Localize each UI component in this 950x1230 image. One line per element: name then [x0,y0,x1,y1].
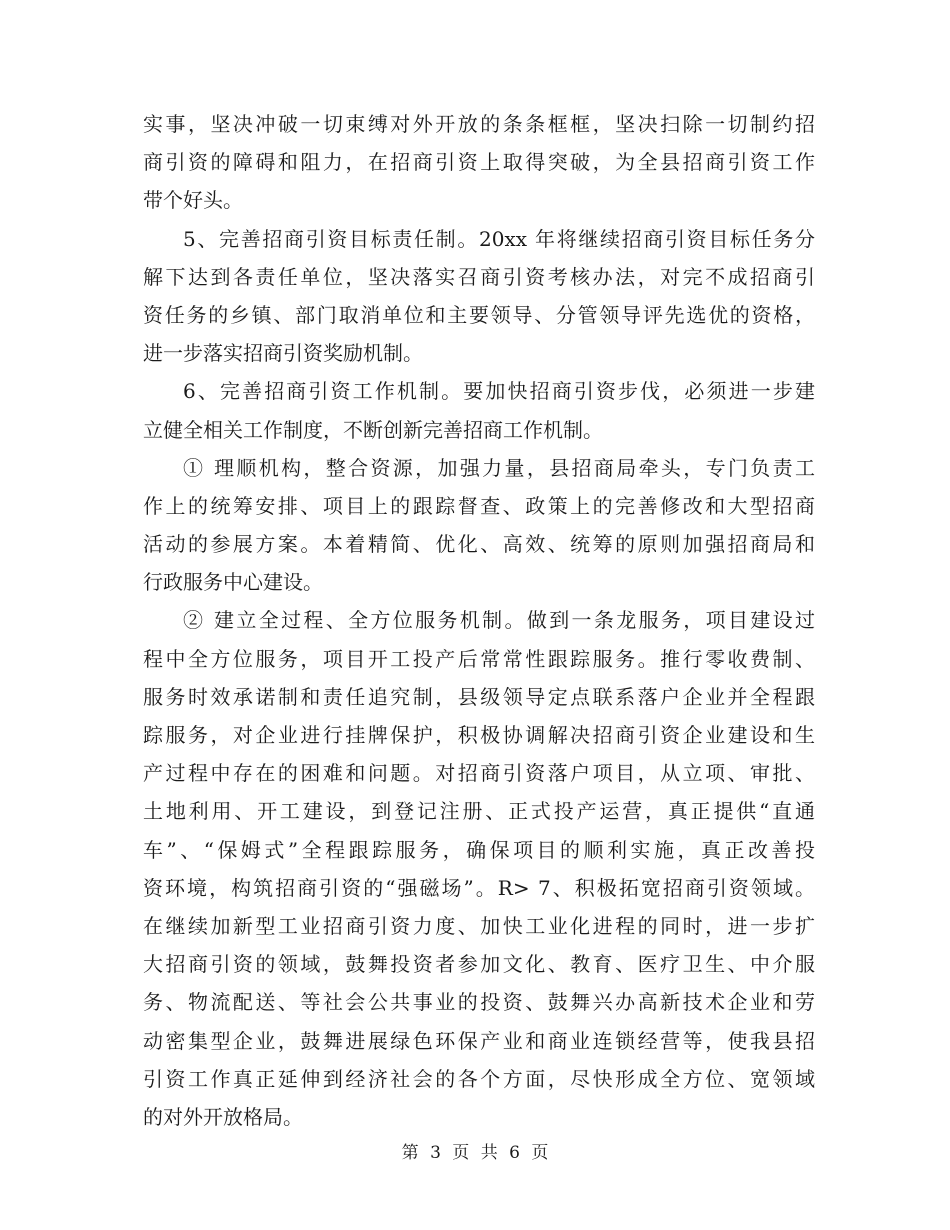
text-line: 引资工作真正延伸到经济社会的各个方面，尽快形成全方位、宽领域 [143,1066,815,1091]
text-line: 行政服务中心建设。 [143,570,323,595]
text-line: 车”、“保姆式”全程跟踪服务，确保项目的顺利实施，真正改善投 [143,837,815,862]
text-line: 产过程中存在的困难和问题。对招商引资落户项目，从立项、审批、 [143,761,815,786]
text-line: 土地利用、开工建设，到登记注册、正式投产运营，真正提供“直通 [143,799,815,824]
text-line: 踪服务，对企业进行挂牌保护，积极协调解决招商引资企业建设和生 [143,723,815,747]
text-line: 实事，坚决冲破一切束缚对外开放的条条框框，坚决扫除一切制约招 [143,112,815,136]
text-line: 服务时效承诺制和责任追究制，县级领导定点联系落户企业并全程跟 [143,684,815,709]
text-line: ① 理顺机构，整合资源，加强力量，县招商局牵头，专门负责工 [183,455,815,480]
text-line: 的对外开放格局。 [143,1104,303,1129]
text-line: 活动的参展方案。本着精简、优化、高效、统筹的原则加强招商局和 [143,532,815,557]
text-line: 解下达到各责任单位，坚决落实召商引资考核办法，对完不成招商引 [143,264,815,289]
text-line: 在继续加新型工业招商引资力度、加快工业化进程的同时，进一步扩 [143,913,815,938]
text-line: 进一步落实招商引资奖励机制。 [143,341,423,366]
text-line: 资环境，构筑招商引资的“强磁场”。R> 7、积极拓宽招商引资领域。 [143,875,815,900]
text-line: 5、完善招商引资目标责任制。20xx 年将继续招商引资目标任务分 [183,226,815,251]
text-line: 商引资的障碍和阻力，在招商引资上取得突破，为全县招商引资工作 [143,150,815,175]
text-line: 带个好头。 [143,188,243,213]
text-line: 作上的统筹安排、项目上的跟踪督查、政策上的完善修改和大型招商 [143,493,815,518]
text-line: ② 建立全过程、全方位服务机制。做到一条龙服务，项目建设过 [183,608,815,633]
body-text [143,105,815,1136]
text-line: 大招商引资的领域，鼓舞投资者参加文化、教育、医疗卫生、中介服 [143,952,815,977]
text-line: 务、物流配送、等社会公共事业的投资、鼓舞兴办高新技术企业和劳 [143,990,815,1015]
text-line: 立健全相关工作制度，不断创新完善招商工作机制。 [143,417,603,442]
text-line: 6、完善招商引资工作机制。要加快招商引资步伐，必须进一步建 [183,379,815,404]
text-line: 资任务的乡镇、部门取消单位和主要领导、分管领导评先选优的资格， [143,302,815,327]
text-line: 动密集型企业，鼓舞进展绿色环保产业和商业连锁经营等，使我县招 [143,1028,815,1053]
text-line: 程中全方位服务，项目开工投产后常常性跟踪服务。推行零收费制、 [143,646,815,671]
page-footer: 第 3 页 共 6 页 [401,1143,549,1163]
